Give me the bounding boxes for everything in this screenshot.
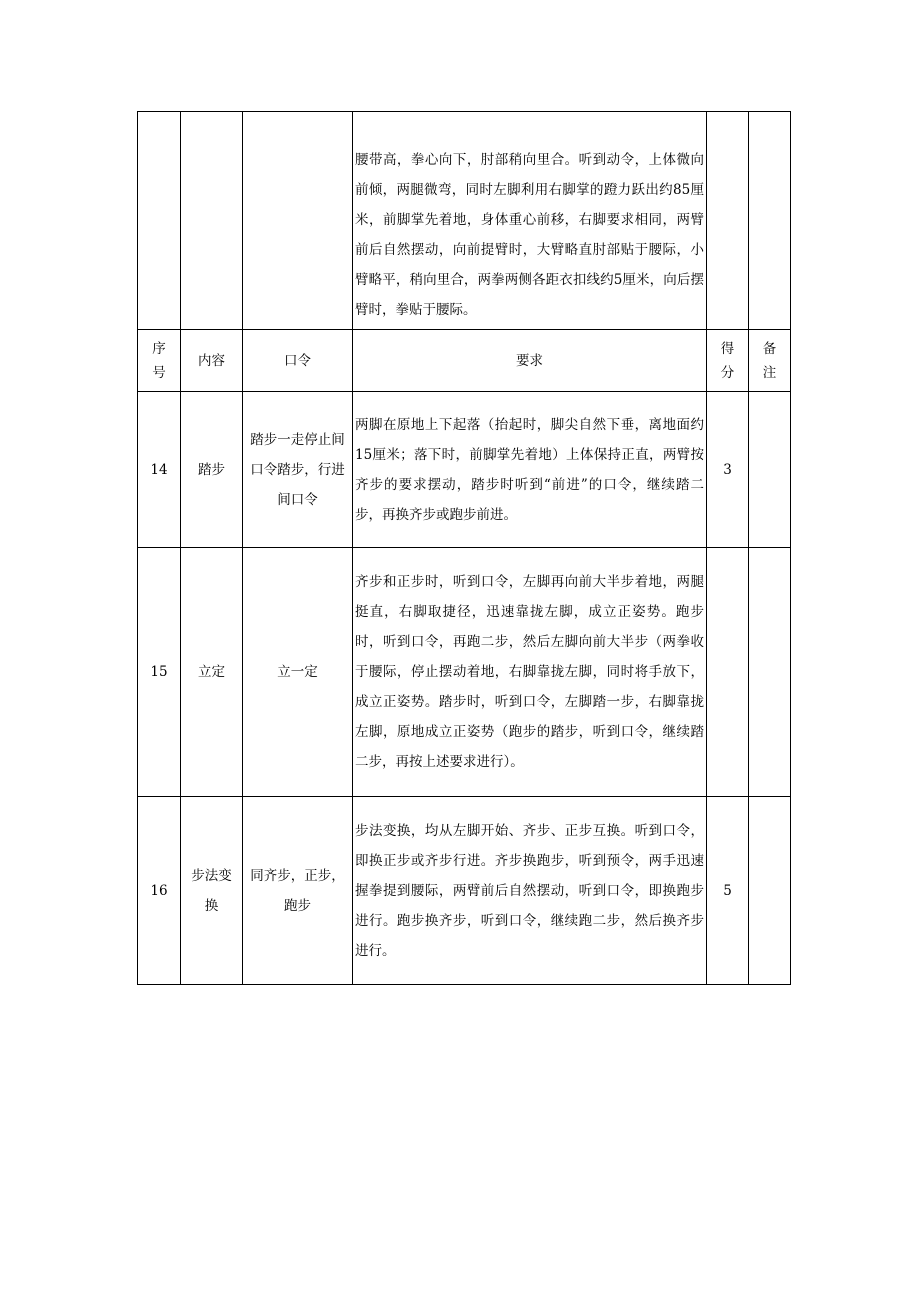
header-remark (749, 330, 791, 392)
header-score (707, 330, 749, 392)
row-content: 步法变换 (181, 797, 243, 985)
row-command: 同齐步，正步，跑步 (243, 797, 353, 985)
table-row (138, 392, 791, 548)
header-command: 口令 (243, 330, 353, 392)
row-seq: 15 (138, 548, 181, 797)
row-command: 立一定 (243, 548, 353, 797)
row-remark (749, 392, 791, 548)
row-requirement-text: 两脚在原地上下起落（抬起时，脚尖自然下垂，离地面约15厘米；落下时，前脚掌先着地）上体保持正直，两臂按齐步的要求摆动，踏步时听到“前进”的口令，继续踏二步，再换齐步或跑步前进。 (355, 416, 704, 523)
drill-score-table (137, 111, 791, 985)
header-remark-line1: 备 (762, 340, 777, 357)
table-row (138, 797, 791, 985)
header-score-line2: 分 (720, 364, 735, 381)
continuation-remark-cell (749, 112, 791, 330)
row-requirement (353, 797, 707, 985)
table-row (138, 548, 791, 797)
row-score: 3 (707, 392, 749, 548)
continuation-score-cell (707, 112, 749, 330)
row-command: 踏步一走停止间口令踏步，行进间口令 (243, 392, 353, 548)
row-score (707, 548, 749, 797)
row-requirement-text: 步法变换，均从左脚开始、齐步、正步互换。听到口令，即换正步或齐步行进。齐步换跑步，听到预令，两手迅速握拳提到腰际，两臂前后自然摆动，听到口令，即换跑步进行。跑步换齐步，听到口令，继续跑二步，然后换齐步进行。 (355, 822, 704, 959)
header-score-line1: 得 (720, 340, 735, 357)
header-content: 内容 (181, 330, 243, 392)
row-content: 立定 (181, 548, 243, 797)
header-seq-line2: 号 (152, 364, 166, 381)
header-seq (138, 330, 181, 392)
continuation-seq-cell (138, 112, 181, 330)
continuation-requirement-text: 腰带高，拳心向下，肘部稍向里合。听到动令，上体微向前倾，两腿微弯，同时左脚利用右脚掌的蹬力跃出约85厘米，前脚掌先着地，身体重心前移，右脚要求相同，两臂前后自然摆动，向前提臂时，大臂略直肘部贴于腰际，小臂略平，稍向里合，两拳两侧各距衣扣线约5厘米，向后摆臂时，拳贴于腰际。 (355, 152, 704, 318)
header-row (138, 330, 791, 392)
header-seq-line1: 序 (152, 340, 166, 357)
continuation-command-cell (243, 112, 353, 330)
row-seq: 16 (138, 797, 181, 985)
row-content: 踏步 (181, 392, 243, 548)
row-requirement (353, 392, 707, 548)
continuation-row (138, 112, 791, 330)
row-score: 5 (707, 797, 749, 985)
continuation-requirement-cell (353, 112, 707, 330)
row-requirement-text: 齐步和正步时，听到口令，左脚再向前大半步着地，两腿挺直，右脚取捷径，迅速靠拢左脚，成立正姿势。跑步时，听到口令，再跑二步，然后左脚向前大半步（两拳收于腰际，停止摆动着地，右脚靠拢左脚，同时将手放下，成立正姿势。踏步时，听到口令，左脚踏一步，右脚靠拢左脚，原地成立正姿势（跑步的踏步，听到口令，继续踏二步，再按上述要求进行）。 (355, 574, 704, 770)
row-remark (749, 797, 791, 985)
continuation-content-cell (181, 112, 243, 330)
header-remark-line2: 注 (762, 364, 777, 381)
row-remark (749, 548, 791, 797)
header-requirement: 要求 (353, 330, 707, 392)
row-seq: 14 (138, 392, 181, 548)
row-requirement (353, 548, 707, 797)
